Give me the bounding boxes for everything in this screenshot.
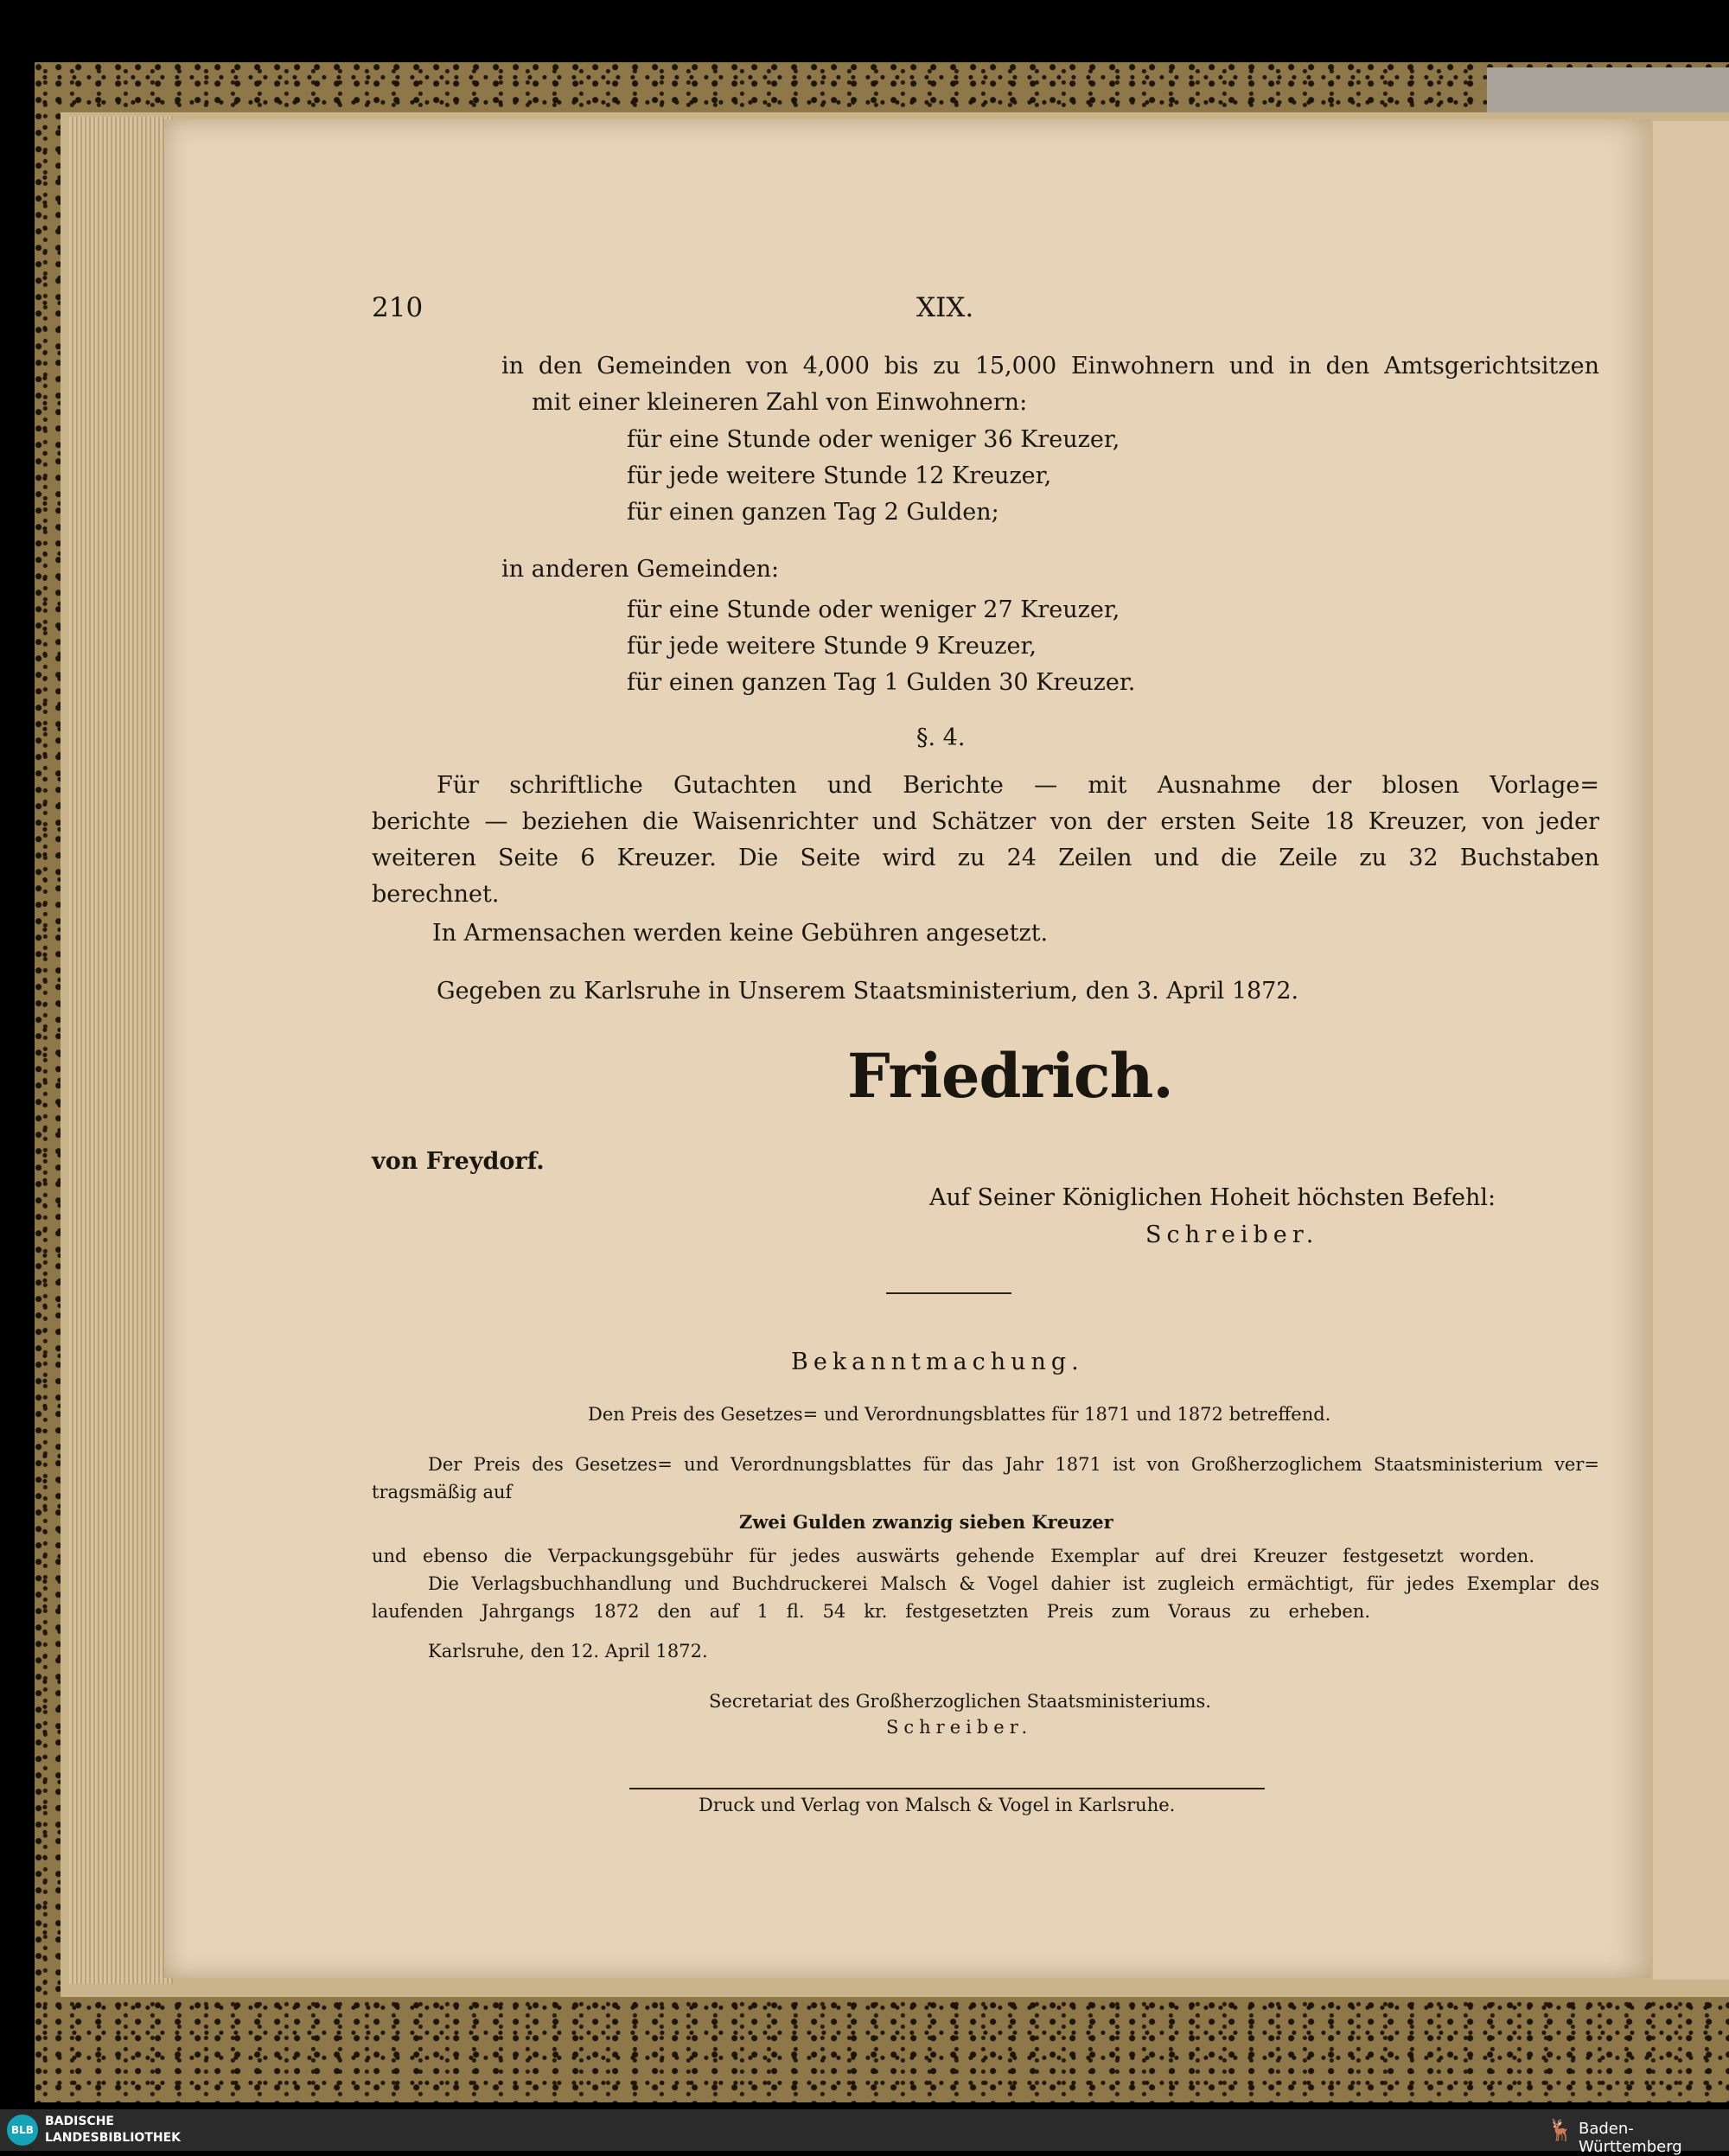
page-edges [69,117,173,1984]
notice-price: Zwei Gulden zwanzig sieben Kreuzer [739,1511,1113,1533]
imprint-rule [629,1788,1265,1789]
blb-logo-icon[interactable]: BLB [7,2115,38,2146]
section-heading: §. 4. [916,724,966,751]
notice-paragraph-line: Die Verlagsbuchhandlung und Buchdruckerei Malsch & Vogel dahier ist zugleich ermächtigt, für jedes Exemplar des [428,1573,1599,1594]
tariff-towns-line2: mit einer kleineren Zahl von Einwohnern: [532,389,1028,416]
library-name [45,2114,181,2146]
chapter-number: XIX. [916,292,974,323]
notice-paragraph-line: und ebenso die Verpackungsgebühr für jedes auswärts gehende Exemplar auf drei Kreuzer festgesetzt worden. [372,1546,1534,1566]
notice-office: Secretariat des Großherzoglichen Staatsministeriums. [709,1691,1211,1712]
tariff-other-item: für einen ganzen Tag 1 Gulden 30 Kreuzer. [627,669,1136,696]
page-number: 210 [372,292,424,323]
state-crest-icon: 🦌 [1547,2118,1573,2142]
state-name: Baden-Württemberg [1579,2120,1682,2156]
tariff-other-item: für eine Stunde oder weniger 27 Kreuzer, [627,596,1120,623]
section-paragraph-line: Für schriftliche Gutachten und Berichte — mit Ausnahme der blosen Vorlage= [437,772,1599,799]
imprint-line: Druck und Verlag von Malsch & Vogel in Karlsruhe. [699,1795,1176,1815]
signature-friedrich: Friedrich. [847,1040,1173,1112]
facing-page-edge [1653,121,1729,1980]
document-page [164,119,1651,1978]
tariff-towns-item: für eine Stunde oder weniger 36 Kreuzer, [627,426,1120,453]
notice-office-name: Schreiber. [886,1717,1033,1738]
given-at-line: Gegeben zu Karlsruhe in Unserem Staatsministerium, den 3. April 1872. [437,978,1299,1005]
tariff-towns-line1: in den Gemeinden von 4,000 bis zu 15,000 Einwohnern und in den Amtsgerichtsitzen [501,353,1599,380]
section-paragraph-line: weiteren Seite 6 Kreuzer. Die Seite wird zu 24 Zeilen und die Zeile zu 32 Buchstaben [372,845,1599,871]
tariff-other-intro: in anderen Gemeinden: [501,556,780,583]
library-name-line2: LANDESBIBLIOTHEK [45,2131,182,2145]
tariff-towns-item: für jede weitere Stunde 12 Kreuzer, [627,462,1052,489]
notice-paragraph-line: laufenden Jahrgangs 1872 den auf 1 fl. 54 kr. festgesetzten Preis zum Voraus zu erheben. [372,1601,1370,1622]
notice-paragraph-line: Der Preis des Gesetzes= und Verordnungsblattes für das Jahr 1871 ist von Großherzoglichem Staatsministerium ver= [428,1454,1599,1475]
notice-paragraph-line: tragsmäßig auf [372,1482,513,1502]
tariff-towns-item: für einen ganzen Tag 2 Gulden; [627,499,999,526]
countersignature: von Freydorf. [372,1148,545,1175]
section-paragraph-line: berichte — beziehen die Waisenrichter und Schätzer von der ersten Seite 18 Kreuzer, von jeder [372,808,1599,835]
library-name-line1: BADISCHE [45,2115,114,2128]
separator-rule [886,1292,1011,1294]
poor-cases-clause: In Armensachen werden keine Gebühren angesetzt. [432,920,1049,947]
command-name: Schreiber. [1145,1222,1319,1248]
notice-place-date: Karlsruhe, den 12. April 1872. [428,1641,708,1662]
notice-subtitle: Den Preis des Gesetzes= und Verordnungsblattes für 1871 und 1872 betreffend. [588,1404,1331,1425]
notice-title: Bekanntmachung. [791,1349,1084,1375]
tariff-other-item: für jede weitere Stunde 9 Kreuzer, [627,633,1037,660]
viewer-footer [0,2109,1729,2156]
section-paragraph-line: berechnet. [372,881,500,908]
command-line: Auf Seiner Königlichen Hoheit höchsten Befehl: [929,1184,1496,1211]
